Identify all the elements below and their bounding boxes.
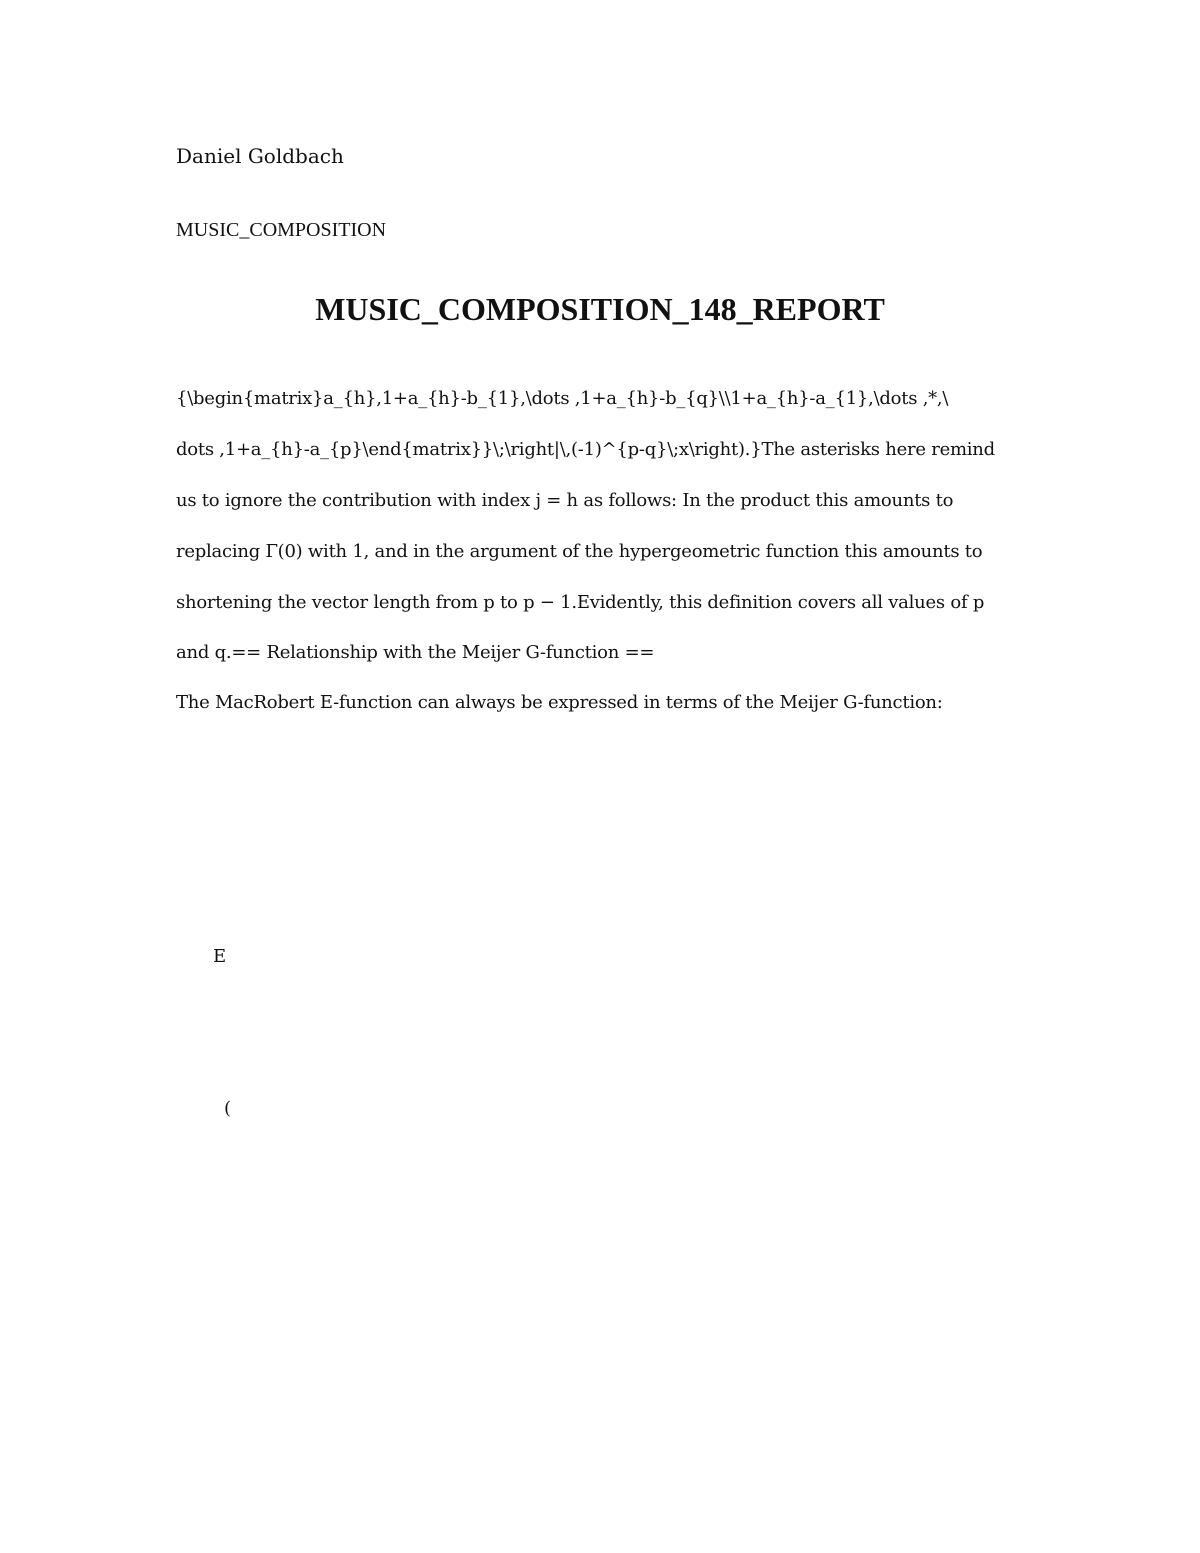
category-label: MUSIC_COMPOSITION — [176, 219, 387, 241]
formula-fragment-e: E — [213, 946, 227, 967]
author-name: Daniel Goldbach — [176, 144, 344, 168]
body-line: {\begin{matrix}a_{h},1+a_{h}-b_{1},\dots ,1+a_{h}-b_{q}\\1+a_{h}-a_{1},\dots ,*,\ — [176, 388, 949, 409]
body-line: replacing Γ(0) with 1, and in the argument of the hypergeometric function this amounts to — [176, 541, 983, 562]
body-line: The MacRobert E-function can always be expressed in terms of the Meijer G-function: — [176, 692, 943, 713]
formula-fragment-paren: ( — [224, 1098, 232, 1119]
body-line: shortening the vector length from p to p − 1.Evidently, this definition covers all values of p — [176, 592, 985, 613]
body-line: us to ignore the contribution with index j = h as follows: In the product this amounts to — [176, 490, 954, 511]
body-line: and q.== Relationship with the Meijer G-function == — [176, 642, 655, 663]
report-title: MUSIC_COMPOSITION_148_REPORT — [315, 291, 885, 327]
body-line: dots ,1+a_{h}-a_{p}\end{matrix}}\;\right|\,(-1)^{p-q}\;x\right).}The asterisks here remind — [176, 439, 995, 460]
